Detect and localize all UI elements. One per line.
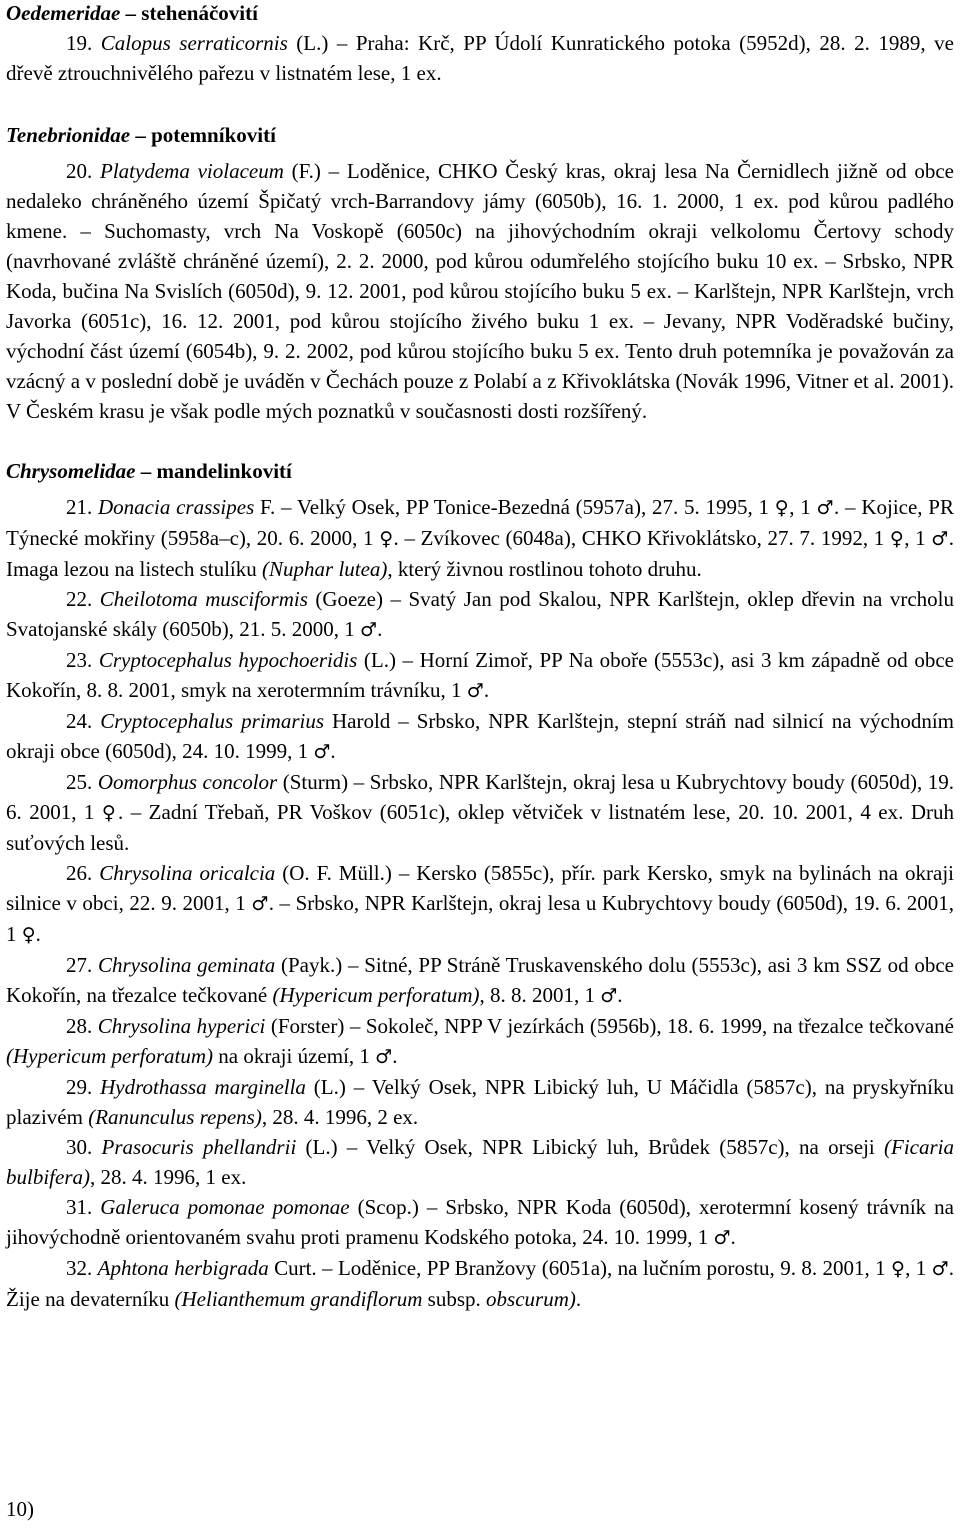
- latin-name: (Ranunculus repens): [88, 1105, 262, 1129]
- entry-text: 19.: [66, 31, 101, 55]
- female-symbol: ♀: [379, 528, 394, 550]
- latin-name: obscurum): [486, 1287, 576, 1311]
- section-heading: Oedemeridae – stehenáčovití: [6, 1, 258, 25]
- entry-text: na okraji území, 1: [213, 1044, 376, 1068]
- document-page: [6, 0, 954, 1314]
- entry-text: (Goeze) – Svatý Jan pod Skalou, NPR Karlštejn, oklep dřevin na vrcholu Svatojanské skály (6050b), 21. 5. 2000, 1: [6, 587, 954, 641]
- species-entry: [6, 1011, 954, 1072]
- male-symbol: ♂: [375, 1046, 393, 1068]
- entry-text: .: [392, 1044, 398, 1068]
- section-heading: Tenebrionidae – potemníkovití: [6, 123, 276, 147]
- species-entry: [6, 950, 954, 1011]
- entry-text: (L.) – Praha: Krč, PP Údolí Kunratického potoka (5952d), 28. 2. 1989, ve dřevě ztrouchnivělého pařezu v listnatém lese, 1 ex.: [6, 31, 954, 85]
- species-entries: [6, 492, 954, 1314]
- entry-text: (L.) – Velký Osek, NPR Libický luh, U Máčidla (5857c), na pryskyřníku plazivém: [6, 1075, 954, 1129]
- male-symbol: ♂: [313, 741, 331, 763]
- entry-text: 26.: [66, 861, 100, 885]
- entry-text: .: [617, 983, 623, 1007]
- species-entry: [6, 492, 954, 584]
- section-tenebrionidae: [6, 120, 954, 426]
- entry-text: .: [377, 617, 383, 641]
- male-symbol: ♂: [816, 497, 835, 519]
- latin-name: (Nuphar lutea): [262, 557, 388, 581]
- entry-text: Harold – Srbsko, NPR Karlštejn, stepní stráň nad silnicí na východním okraji obce (6050d), 24. 10. 1999, 1: [6, 709, 954, 763]
- latin-name: (Hypericum perforatum): [272, 983, 480, 1007]
- latin-name: Aphtona herbigrada: [97, 1256, 269, 1280]
- entry-text: , 1: [905, 1256, 932, 1280]
- species-entry: [6, 1132, 954, 1192]
- male-symbol: ♂: [600, 985, 618, 1007]
- entry-text: 28.: [66, 1014, 98, 1038]
- entry-text: 20.: [66, 159, 101, 183]
- female-symbol: ♀: [774, 497, 790, 519]
- latin-name: Donacia crassipes: [98, 495, 255, 519]
- latin-name: Chrysolina geminata: [98, 953, 276, 977]
- entry-text: , 28. 4. 1996, 1 ex.: [90, 1165, 247, 1189]
- male-symbol: ♂: [931, 528, 949, 550]
- latin-name: Cryptocephalus hypochoeridis: [98, 648, 358, 672]
- male-symbol: ♂: [466, 680, 484, 702]
- male-symbol: ♂: [713, 1227, 731, 1249]
- entry-text: 24.: [66, 709, 101, 733]
- species-entry: [6, 584, 954, 645]
- entry-text: (Forster) – Sokoleč, NPP V jezírkách (5956b), 18. 6. 1999, na třezalce tečkované: [265, 1014, 954, 1038]
- section-oedemeridae: [6, 0, 954, 88]
- female-symbol: ♀: [889, 528, 905, 550]
- latin-name: Galeruca pomonae pomonae: [100, 1195, 350, 1219]
- entry-text: , 1: [789, 495, 817, 519]
- entry-text: (Scop.) – Srbsko, NPR Koda (6050d), xerotermní kosený trávník na jihovýchodně orientovaném svahu proti pramenu Kodského potoka, 24. 10. 1999, 1: [6, 1195, 954, 1249]
- entry-text: .: [330, 739, 336, 763]
- latin-name: Prasocuris phellandrii: [101, 1135, 297, 1159]
- entry-text: .: [483, 678, 490, 702]
- entry-text: . Žije na devaterníku: [6, 1256, 955, 1311]
- species-entry: [6, 767, 954, 858]
- latin-name: (Hypericum perforatum): [6, 1044, 214, 1068]
- entry-text: 27.: [66, 953, 98, 977]
- latin-name: Oomorphus concolor: [97, 770, 278, 794]
- species-entry: [6, 28, 954, 88]
- entry-text: subsp.: [422, 1287, 487, 1311]
- species-entry: [6, 1253, 954, 1314]
- entry-text: (L.) – Velký Osek, NPR Libický luh, Brůdek (5857c), na orseji: [296, 1135, 885, 1159]
- male-symbol: ♂: [251, 893, 269, 915]
- entry-text: 25.: [66, 770, 98, 794]
- entry-text: (F.) – Loděnice, CHKO Český kras, okraj lesa Na Černidlech jižně od obce nedaleko chráněného území Špičatý vrch-Barrandovy jámy (6050b), 16. 1. 2000, 1 ex. pod kůrou padlého kmene. – Suchomasty, vrch Na Voskopě (6050c) na jihovýchodním okraji velkolomu Čertovy schody (navrhované zvláště chráněné území), 2. 2. 2000, pod kůrou odumřelého stojícího buku 10 ex. – Srbsko, NPR Koda, bučina Na Svislích (6050d), 9. 12. 2001, pod kůrou stojícího buku 5 ex. – Karlštejn, NPR Karlštejn, vrch Javorka (6051c), 16. 12. 2001, pod kůrou stojícího živého buku 1 ex. – Jevany, NPR Voděradské bučiny, východní část území (6054b), 9. 2. 2002, pod kůrou stojícího buku 5 ex. Tento druh potemníka je považován za vzácný a v poslední době je uváděn v Čechách pouze z Polabí a z Křivoklátska (Novák 1996, Vitner et al. 2001). V Českém krasu je však podle mých poznatků v současnosti dosti rozšířený.: [6, 159, 955, 423]
- species-entry: [6, 858, 954, 950]
- entry-text: .: [35, 922, 41, 946]
- species-entry: [6, 645, 954, 706]
- latin-name: (Helianthemum grandiflorum: [174, 1287, 423, 1311]
- entry-text: 30.: [66, 1135, 102, 1159]
- female-symbol: ♀: [891, 1258, 906, 1280]
- male-symbol: ♂: [931, 1258, 949, 1280]
- latin-name: Cheilotoma musciformis: [99, 587, 308, 611]
- entry-text: 29.: [66, 1075, 101, 1099]
- family-czech-name: stehenáčovití: [141, 1, 258, 25]
- entry-text: . – Kojice, PR Týnecké mokřiny (5958a–c), 20. 6. 2000, 1: [6, 495, 954, 550]
- latin-name: Platydema violaceum: [100, 159, 284, 183]
- entry-text: , který živnou rostlinou tohoto druhu.: [387, 557, 702, 581]
- entry-text: (L.) – Horní Zimoř, PP Na oboře (5553c), asi 3 km západně od obce Kokořín, 8. 8. 2001, smyk na xerotermním trávníku, 1: [6, 648, 954, 702]
- page-number: 10): [6, 1497, 34, 1521]
- entry-text: .: [730, 1225, 736, 1249]
- family-czech-name: mandelinkovití: [156, 459, 292, 483]
- species-entry: [6, 1192, 954, 1253]
- species-entry: [6, 156, 954, 426]
- family-latin-name: Chrysomelidae: [6, 459, 136, 483]
- section-chrysomelidae: [6, 456, 954, 1314]
- species-entry: [6, 706, 954, 767]
- entry-text: . Imaga lezou na listech stulíku: [6, 526, 954, 581]
- entry-text: , 1: [904, 526, 932, 550]
- latin-name: Chrysolina hyperici: [97, 1014, 266, 1038]
- entry-text: (Sturm) – Srbsko, NPR Karlštejn, okraj lesa u Kubrychtovy boudy (6050d), 19. 6. 2001, 1: [6, 770, 954, 824]
- entry-text: Curt. – Loděnice, PP Branžovy (6051a), na lučním porostu, 9. 8. 2001, 1: [268, 1256, 891, 1280]
- latin-name: Cryptocephalus primarius: [100, 709, 325, 733]
- entry-text: F. – Velký Osek, PP Tonice-Bezedná (5957a), 27. 5. 1995, 1: [254, 495, 775, 519]
- entry-text: (Payk.) – Sitné, PP Stráně Truskavenského dolu (5553c), asi 3 km SSZ od obce Kokořín, na třezalce tečkované: [6, 953, 954, 1007]
- family-latin-name: Oedemeridae: [6, 1, 121, 25]
- family-latin-name: Tenebrionidae: [6, 123, 131, 147]
- species-entry: [6, 1072, 954, 1132]
- entry-text: . – Zadní Třebaň, PR Voškov (6051c), oklep větviček v listnatém lese, 20. 10. 2001, 4 ex. Druh suťových lesů.: [6, 800, 954, 855]
- latin-name: (Ficaria bulbifera): [6, 1135, 954, 1189]
- female-symbol: ♀: [21, 924, 36, 946]
- entry-text: 31.: [66, 1195, 101, 1219]
- entry-text: . – Zvíkovec (6048a), CHKO Křivoklátsko, 27. 7. 1992, 1: [393, 526, 890, 550]
- entry-text: , 8. 8. 2001, 1: [479, 983, 601, 1007]
- entry-text: 21.: [66, 495, 99, 519]
- entry-text: , 28. 4. 1996, 2 ex.: [261, 1105, 419, 1129]
- entry-text: . – Srbsko, NPR Karlštejn, okraj lesa u Kubrychtovy boudy (6050d), 19. 6. 2001, 1: [6, 891, 954, 946]
- female-symbol: ♀: [101, 802, 118, 824]
- male-symbol: ♂: [360, 619, 378, 641]
- latin-name: Calopus serraticornis: [100, 31, 288, 55]
- latin-name: Hydrothassa marginella: [100, 1075, 306, 1099]
- entry-text: (O. F. Müll.) – Kersko (5855c), přír. park Kersko, smyk na bylinách na okraji silnice v obci, 22. 9. 2001, 1: [6, 861, 954, 915]
- section-heading: Chrysomelidae – mandelinkovití: [6, 459, 292, 483]
- family-czech-name: potemníkovití: [151, 123, 276, 147]
- entry-text: 22.: [66, 587, 100, 611]
- latin-name: Chrysolina oricalcia: [99, 861, 276, 885]
- entry-text: 23.: [66, 648, 99, 672]
- entry-text: 32.: [66, 1256, 98, 1280]
- entry-text: .: [575, 1287, 582, 1311]
